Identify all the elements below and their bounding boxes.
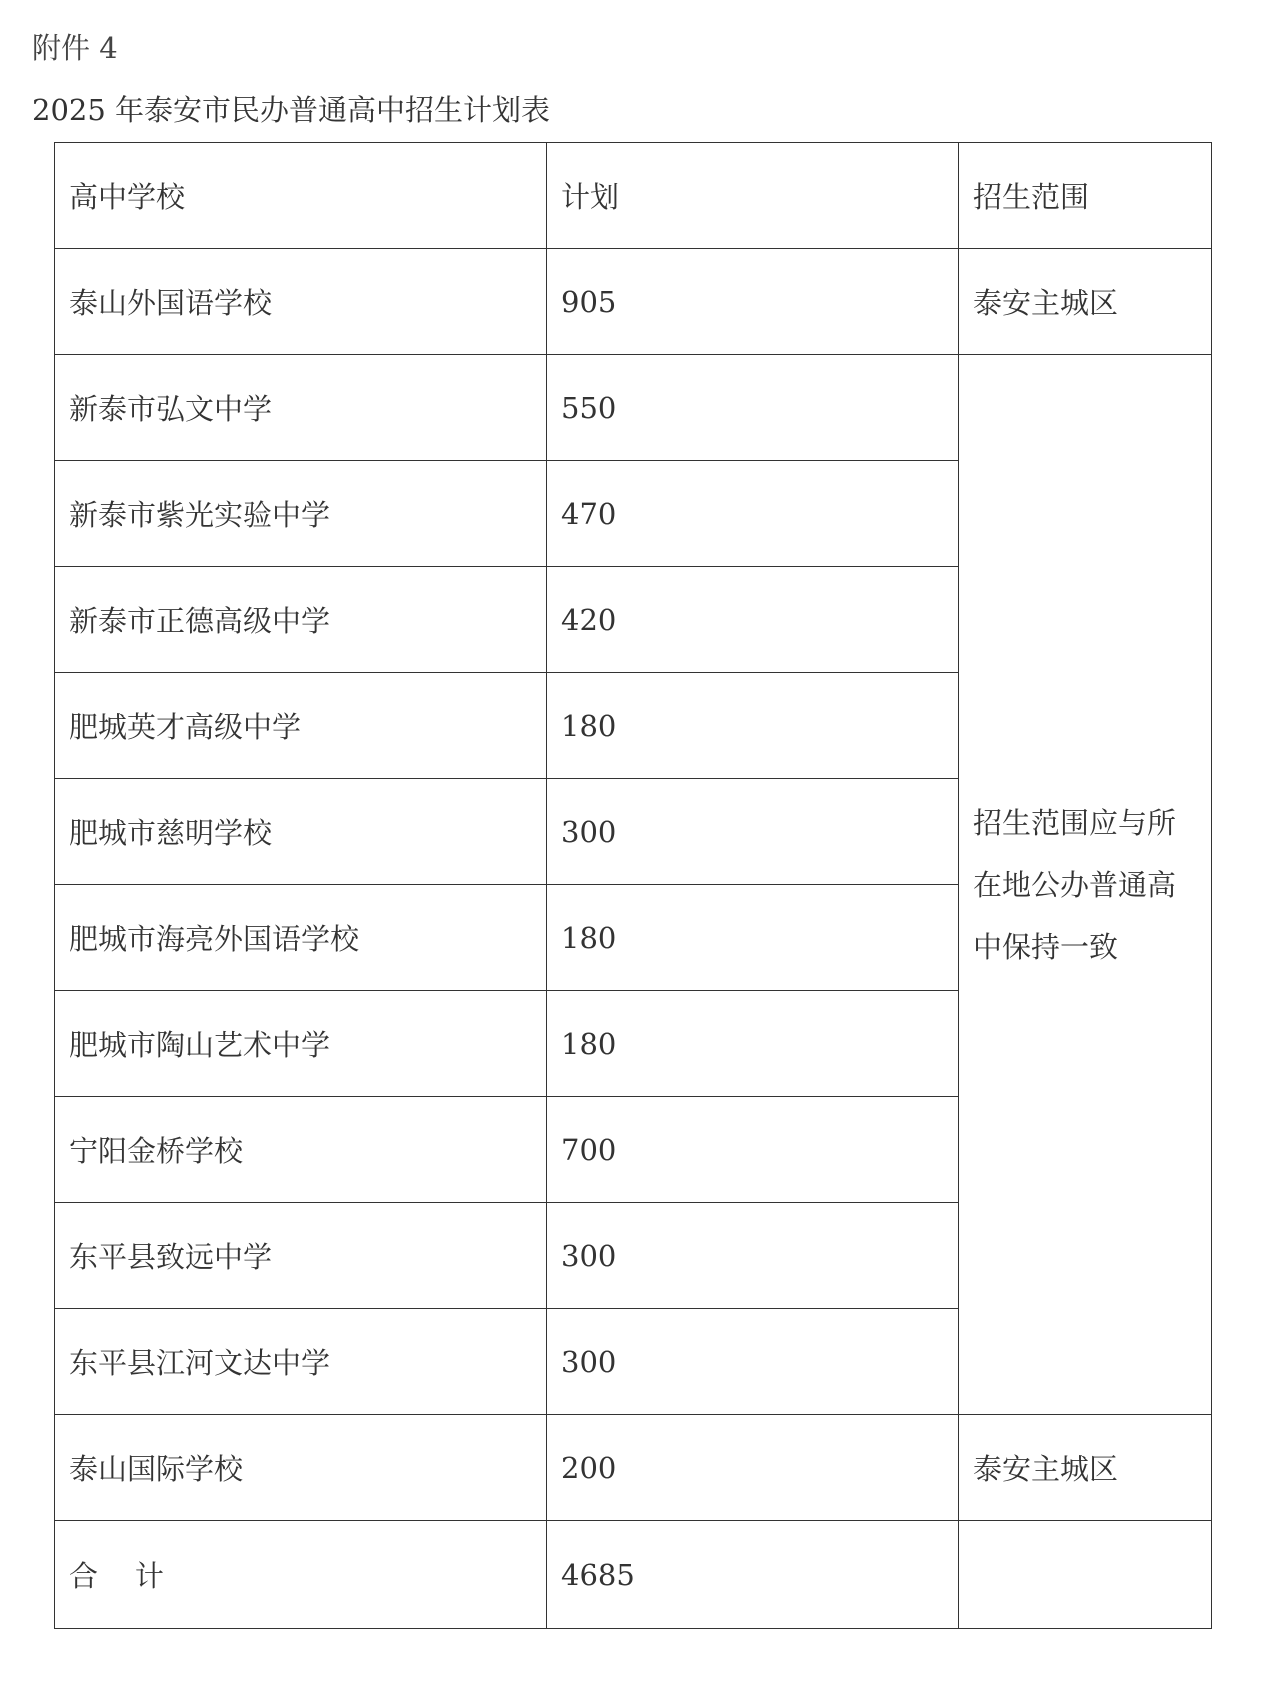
header-school: 高中学校	[55, 143, 547, 249]
total-row	[55, 1521, 1212, 1629]
header-scope: 招生范围	[959, 143, 1212, 249]
total-plan: 4685	[547, 1521, 959, 1629]
school-name: 肥城市陶山艺术中学	[55, 991, 547, 1097]
table-header-row	[55, 143, 1212, 249]
table-row	[55, 355, 1212, 461]
total-scope	[959, 1521, 1212, 1629]
table-row	[55, 249, 1212, 355]
plan-count: 905	[547, 249, 959, 355]
plan-count: 300	[547, 779, 959, 885]
plan-count: 200	[547, 1415, 959, 1521]
school-name: 新泰市正德高级中学	[55, 567, 547, 673]
plan-count: 180	[547, 991, 959, 1097]
plan-count: 300	[547, 1309, 959, 1415]
school-name: 泰山外国语学校	[55, 249, 547, 355]
plan-count: 180	[547, 673, 959, 779]
table-row	[55, 1415, 1212, 1521]
school-name: 新泰市紫光实验中学	[55, 461, 547, 567]
school-name: 肥城市海亮外国语学校	[55, 885, 547, 991]
document-title: 2025 年泰安市民办普通高中招生计划表	[32, 93, 551, 127]
school-name: 宁阳金桥学校	[55, 1097, 547, 1203]
merged-enrollment-scope: 招生范围应与所在地公办普通高中保持一致	[959, 355, 1212, 1415]
plan-count: 300	[547, 1203, 959, 1309]
enrollment-plan-table	[54, 142, 1212, 1629]
plan-count: 420	[547, 567, 959, 673]
enrollment-scope: 泰安主城区	[959, 1415, 1212, 1521]
attachment-label: 附件 4	[32, 31, 118, 65]
header-plan: 计划	[547, 143, 959, 249]
school-name: 泰山国际学校	[55, 1415, 547, 1521]
school-name: 新泰市弘文中学	[55, 355, 547, 461]
plan-count: 700	[547, 1097, 959, 1203]
enrollment-scope: 泰安主城区	[959, 249, 1212, 355]
plan-count: 470	[547, 461, 959, 567]
school-name: 东平县致远中学	[55, 1203, 547, 1309]
school-name: 肥城英才高级中学	[55, 673, 547, 779]
plan-count: 180	[547, 885, 959, 991]
school-name: 东平县江河文达中学	[55, 1309, 547, 1415]
plan-count: 550	[547, 355, 959, 461]
total-label: 合 计	[55, 1521, 547, 1629]
school-name: 肥城市慈明学校	[55, 779, 547, 885]
